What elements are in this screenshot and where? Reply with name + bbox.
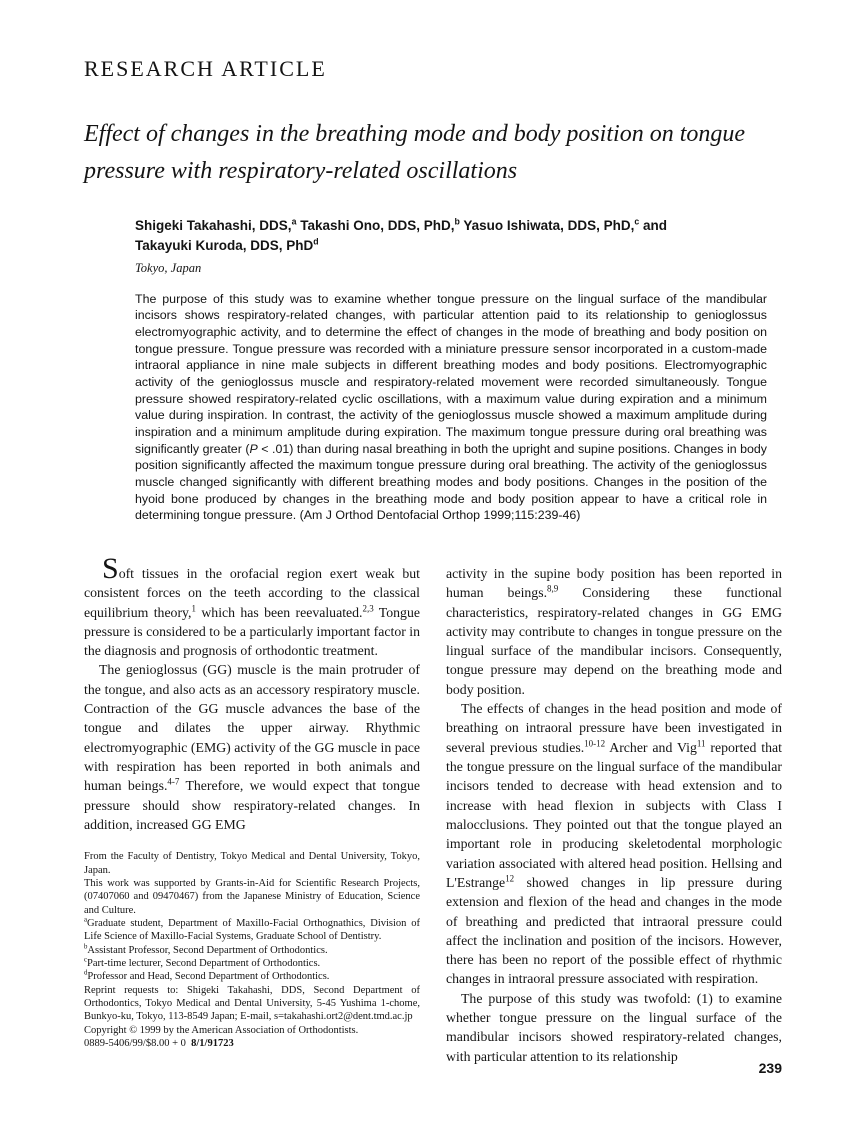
- article-title: Effect of changes in the breathing mode and body position on tongue pressure with respiratory-related oscillations: [84, 121, 746, 185]
- body-paragraph: The effects of changes in the head position and mode of breathing on intraoral pressure have been investigated in several previous studies.$^{10-12}$ Archer and Vig$^{11}$ reported that the tongue pressure on the lingual surface of the mandibular incisors tended to decrease with head extension and to increase with head flexion in subjects with Class I malocclusions. They pointed out that the tongue played an important role in producing skeletodental morphologic variation associated with altered head position. Hellsing and L'Estrange$^{12}$ showed changes in lip pressure during extension and flexion of the head and changes in the mode of breathing and predicted that intraoral pressure could affect the inclination and position of the incisors. However, there has been no report of the possible effect of rhythmic changes in intraoral pressure associated with respiration.: [446, 701, 782, 987]
- page-number: 239: [758, 1060, 782, 1076]
- author-location: Tokyo, Japan: [135, 260, 202, 275]
- footnote-issn-code: 0889-5406/99/$8.00 + 0 8/1/91723: [84, 1037, 234, 1049]
- body-paragraph: The genioglossus (GG) muscle is the main protruder of the tongue, and also acts as an accessory respiratory muscle. Contraction of the GG muscle advances the base of the tongue and dilates the upper airway. Rhythmic electromyographic (EMG) activity of the GG muscle in pace with respiration has been reported in both animals and human beings.$^{4-7}$ Therefore, we would expect that tongue pressure should show respiratory-related changes. In addition, increased GG EMG: [84, 662, 420, 832]
- footnote-copyright: Copyright © 1999 by the American Association of Orthodontists.: [84, 1024, 359, 1036]
- article-type-heading: RESEARCH ARTICLE: [84, 56, 327, 81]
- body-paragraph: activity in the supine body position has been reported in human beings.$^{8,9}$ Considering these functional characteristics, respiratory-related changes in GG EMG activity may contribute to changes in tongue pressure on the lingual surface of the mandibular incisors. Consequently, tongue pressure may depend on the breathing mode and body position.: [446, 565, 782, 697]
- abstract-paragraph: The purpose of this study was to examine whether tongue pressure on the lingual surface of the mandibular incisors shows respiratory-related changes, with particular attention paid to its relationship to genioglossus electromyographic activity, and to determine the effect of changes in the mode of breathing and body position on tongue pressure. Tongue pressure was recorded with a miniature pressure sensor incorporated in a custom-made intraoral appliance in nine male subjects in different breathing modes and body positions. Electromyographic activity of the genioglossus muscle and respiratory-related movement were recorded simultaneously. Tongue pressure showed respiratory-related cyclic oscillations, with a maximum value during expiration and a minimum value during inspiration. In contrast, the activity of the genioglossus muscle showed a maximum amplitude during inspiration and a minimum amplitude during expiration. The maximum tongue pressure during oral breathing was significantly greater (P < .01) than during nasal breathing in both the upright and supine positions. Changes in body position significantly affected the maximum tongue pressure during oral breathing. The activity of the genioglossus muscle changed significantly with different breathing modes and body positions. Changes in the position of the hyoid bone produced by changes in the breathing mode and body position appear to have a critical role in determining tongue pressure. (Am J Orthod Dentofacial Orthop 1999;115:239-46): [135, 291, 768, 523]
- left-column: [84, 551, 420, 1066]
- footnote-funding: This work was supported by Grants-in-Aid for Scientific Research Projects, (07407060 and 09470467) from the Japanese Ministry of Education, Science and Culture.: [84, 877, 420, 916]
- footnote-reprint-requests: Reprint requests to: Shigeki Takahashi, DDS, Second Department of Orthodontics, Tokyo Medical and Dental University, 5-45 Yushima 1-chome, Bunkyo-ku, Tokyo, 113-8549 Japan; E-mail, s=takahashi.ort2@dent.tmd.ac.jp: [84, 984, 420, 1023]
- right-column: [446, 564, 782, 1066]
- footnote-author-a: $^a$Graduate student, Department of Maxillo-Facial Orthognathics, Division of Life Science of Maxillo-Facial Systems, Graduate School of Dentistry.: [84, 916, 420, 943]
- footnote-affiliation: From the Faculty of Dentistry, Tokyo Medical and Dental University, Tokyo, Japan.: [84, 851, 420, 876]
- footnote-author-c: $^c$Part-time lecturer, Second Department of Orthodontics.: [84, 956, 321, 969]
- body-paragraph: The purpose of this study was twofold: (1) to examine whether tongue pressure on the lingual surface of the mandibular incisors showed respiratory-related changes, with particular attention to its relationship: [446, 990, 782, 1064]
- two-column-body: [84, 551, 782, 1066]
- footnote-author-d: $^d$Professor and Head, Second Department of Orthodontics.: [84, 969, 330, 983]
- footnote-author-b: $^b$Assistant Professor, Second Department of Orthodontics.: [84, 943, 328, 956]
- authors-line: Shigeki Takahashi, DDS,$^a$ Takashi Ono, DDS, PhD,$^b$ Yasuo Ishiwata, DDS, PhD,$^c$ and Takayuki Kuroda, DDS, PhD$^d$: [135, 216, 668, 253]
- body-paragraph: Soft tissues in the orofacial region exert weak but consistent forces on the teeth according to the classical equilibrium theory,$^1$ which has been reevaluated.$^{2,3}$ Tongue pressure is considered to be a particularly important factor in the diagnosis and prognosis of orthodontic treatment.: [84, 551, 420, 659]
- byline-block: [135, 216, 767, 524]
- footnotes-block: [84, 850, 420, 1050]
